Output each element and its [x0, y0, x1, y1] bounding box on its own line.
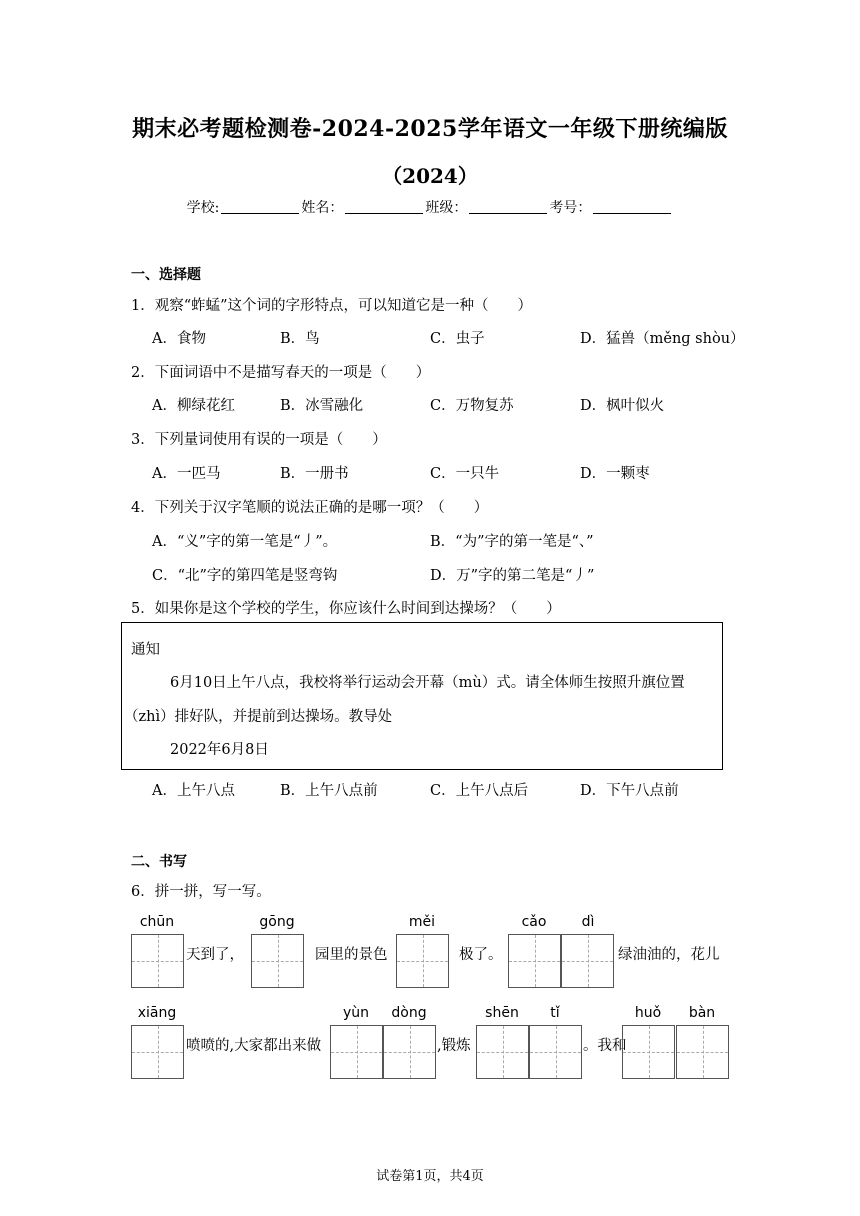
option-b[interactable]: B．上午八点前 — [280, 783, 378, 799]
notice-line-1: 6月10日上午八点，我校将举行运动会开幕（mù）式。请全体师生按照升旗位置 — [170, 675, 685, 691]
pinyin-label: dòng — [391, 1005, 427, 1021]
exam-subtitle: （2024） — [382, 164, 478, 188]
writing-grid[interactable] — [396, 934, 449, 988]
option-c[interactable]: C．上午八点后 — [430, 783, 529, 799]
option-d[interactable]: D．枫叶似火 — [580, 398, 665, 414]
option-c[interactable]: C．一只牛 — [430, 466, 500, 482]
pinyin-label: xiāng — [137, 1005, 177, 1021]
pinyin-label: chūn — [139, 914, 175, 930]
pinyin-label: měi — [408, 914, 436, 930]
school-blank[interactable] — [221, 199, 299, 214]
sentence-text: ,锻炼 — [437, 1038, 471, 1054]
writing-grid[interactable] — [676, 1025, 729, 1079]
exam-no-blank[interactable] — [593, 199, 671, 214]
option-d[interactable]: D．下午八点前 — [580, 783, 679, 799]
sentence-text: 极了。 — [459, 947, 503, 963]
pinyin-label: shēn — [485, 1005, 519, 1021]
pinyin-label: yùn — [342, 1005, 370, 1021]
writing-grid[interactable] — [251, 934, 304, 988]
pinyin-label: tǐ — [550, 1005, 560, 1021]
pinyin-label: bàn — [688, 1005, 716, 1021]
option-b[interactable]: B．一册书 — [280, 466, 349, 482]
notice-box — [121, 622, 723, 770]
pinyin-label: cǎo — [521, 914, 547, 930]
option-c[interactable]: C．虫子 — [430, 331, 485, 347]
writing-grid[interactable] — [508, 934, 561, 988]
notice-heading: 通知 — [131, 642, 160, 658]
sentence-text: 绿油油的，花儿 — [618, 947, 720, 963]
sentence-text: 喷喷的,大家都出来做 — [186, 1038, 322, 1054]
student-info-line — [0, 197, 860, 217]
class-blank[interactable] — [469, 199, 547, 214]
option-a[interactable]: A．一匹马 — [152, 466, 221, 482]
option-d[interactable]: D．猛兽（měnɡ shòu） — [580, 331, 745, 347]
sentence-text: 。我和 — [583, 1038, 627, 1054]
writing-grid[interactable] — [529, 1025, 582, 1079]
sentence-text: 园里的景色 — [315, 947, 388, 963]
notice-line-2: （zhì）排好队，并提前到达操场。教导处 — [124, 709, 393, 725]
option-a[interactable]: A．上午八点 — [152, 783, 235, 799]
option-a[interactable]: A．“义”字的第一笔是“丿”。 — [152, 534, 338, 550]
class-label: 班级： — [425, 200, 468, 216]
option-a[interactable]: A．食物 — [152, 331, 206, 347]
pinyin-label: gōng — [259, 914, 295, 930]
question-stem: 3．下列量词使用有误的一项是（ ） — [131, 432, 387, 448]
option-d[interactable]: D．万”字的第二笔是“丿” — [430, 568, 595, 584]
name-label: 姓名： — [301, 200, 344, 216]
exam-no-label: 考号： — [549, 200, 592, 216]
notice-date: 2022年6月8日 — [170, 742, 269, 758]
writing-grid[interactable] — [131, 934, 184, 988]
option-b[interactable]: B．鸟 — [280, 331, 320, 347]
section-heading-writing: 二、书写 — [131, 854, 187, 870]
writing-grid[interactable] — [383, 1025, 436, 1079]
question-stem: 1．观察“蚱蜢”这个词的字形特点，可以知道它是一种（ ） — [131, 298, 533, 314]
pinyin-label: dì — [581, 914, 595, 930]
sentence-text: 天到了， — [186, 947, 244, 963]
writing-grid[interactable] — [622, 1025, 675, 1079]
writing-grid[interactable] — [330, 1025, 383, 1079]
name-blank[interactable] — [345, 199, 423, 214]
question-stem: 4．下列关于汉字笔顺的说法正确的是哪一项？（ ） — [131, 500, 489, 516]
option-c[interactable]: C．万物复苏 — [430, 398, 514, 414]
exam-title: 期末必考题检测卷-2024-2025学年语文一年级下册统编版 — [132, 116, 728, 142]
school-label: 学校: — [186, 200, 220, 216]
pinyin-label: huǒ — [634, 1005, 662, 1021]
option-c[interactable]: C．“北”字的第四笔是竖弯钩 — [152, 568, 338, 584]
section-heading-choice: 一、选择题 — [131, 267, 201, 283]
writing-grid[interactable] — [131, 1025, 184, 1079]
question-stem: 2．下面词语中不是描写春天的一项是（ ） — [131, 365, 431, 381]
page-footer: 试卷第1页，共4页 — [376, 1169, 484, 1184]
option-b[interactable]: B．“为”字的第一笔是“、” — [430, 534, 594, 550]
option-d[interactable]: D．一颗枣 — [580, 466, 650, 482]
question-stem: 5．如果你是这个学校的学生，你应该什么时间到达操场？（ ） — [131, 601, 561, 617]
option-b[interactable]: B．冰雪融化 — [280, 398, 364, 414]
writing-grid[interactable] — [476, 1025, 529, 1079]
option-a[interactable]: A．柳绿花红 — [152, 398, 235, 414]
question-stem: 6．拼一拼，写一写。 — [131, 884, 271, 900]
writing-grid[interactable] — [561, 934, 614, 988]
